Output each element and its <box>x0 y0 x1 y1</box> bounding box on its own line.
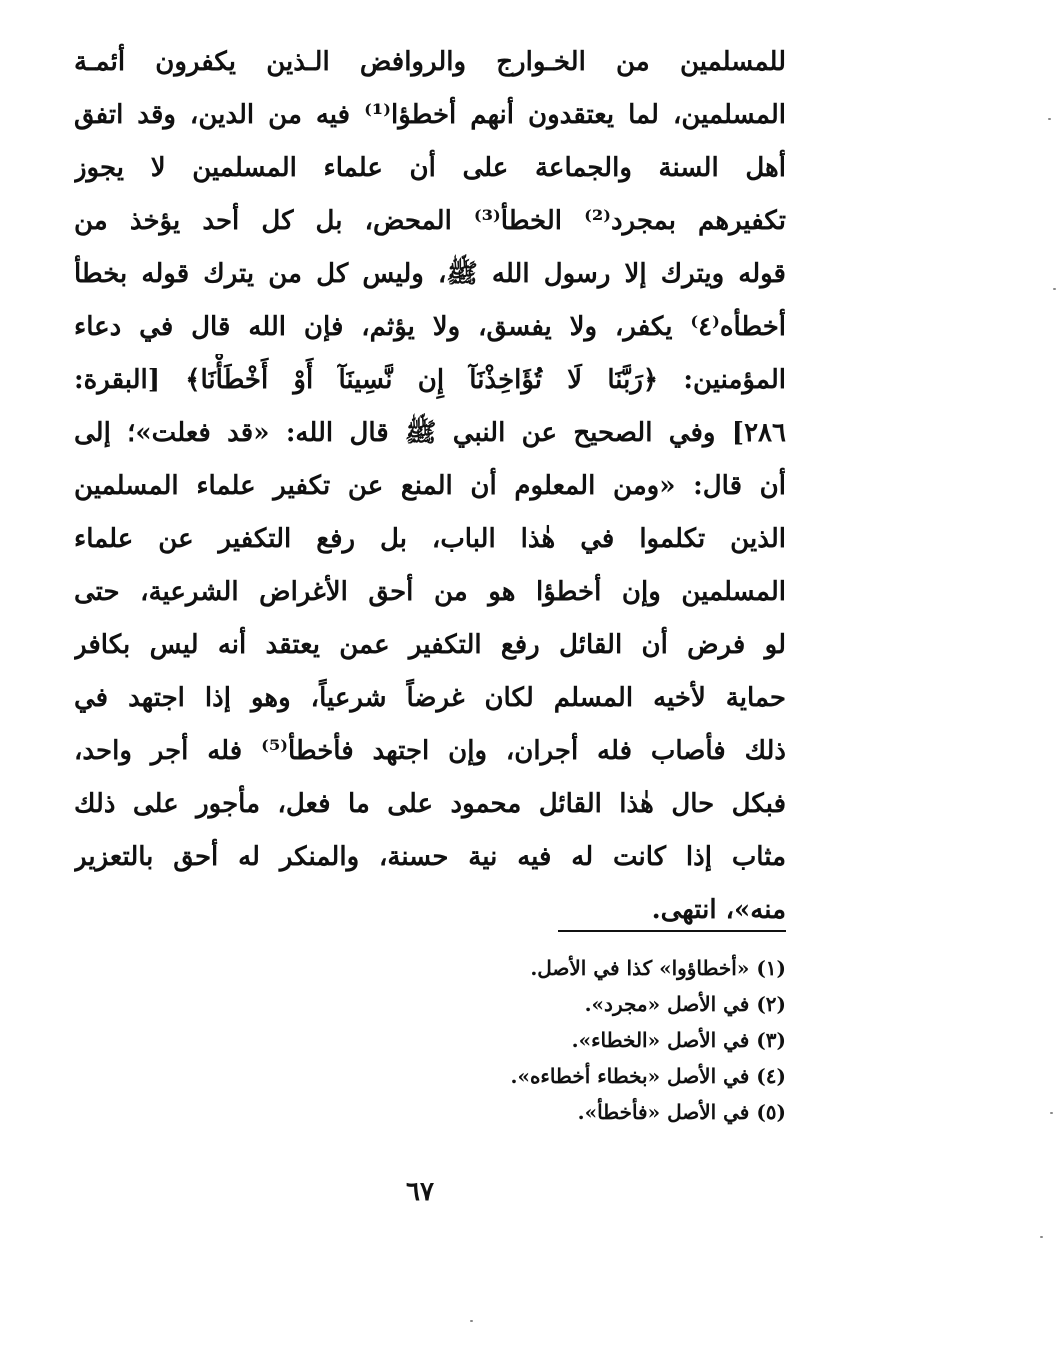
text-line-1: للمسلمين من الخـوارج والروافض الـذين يكفرون أئمـة <box>74 47 786 77</box>
footnote-1: (١) «أخطاؤوا» كذا في الأصل. <box>530 956 786 980</box>
scan-speck <box>1053 288 1056 290</box>
text-line-6: أخطأه⁽٤⁾ يكفر، ولا يفسق، ولا يؤثم، فإن الله قال في دعاء <box>74 312 786 342</box>
scan-speck <box>1040 1236 1043 1238</box>
text-line-14: ذلك فأصاب فله أجران، وإن اجتهد فأخطأ⁽⁵⁾ فله أجر واحد، <box>74 736 786 766</box>
text-line-11: المسلمين وإن أخطؤا هو من أحق الأغراض الشرعية، حتى <box>74 577 786 607</box>
scan-speck <box>1050 1112 1053 1114</box>
text-line-4: تكفيرهم بمجرد⁽²⁾ الخطأ⁽³⁾ المحض، بل كل أحد يؤخذ من <box>74 206 786 236</box>
footnote-3: (٣) في الأصل «الخطاء». <box>571 1028 786 1052</box>
text-line-17: منه»، انتهى. <box>651 895 786 925</box>
text-line-3: أهل السنة والجماعة على أن علماء المسلمين لا يجوز <box>74 153 786 183</box>
text-line-8: ٢٨٦] وفي الصحيح عن النبي ﷺ قال الله: «قد فعلت»؛ إلى <box>74 418 786 448</box>
text-line-16: مثاب إذا كانت له فيه نية حسنة، والمنكر له أحق بالتعزير <box>74 842 786 872</box>
footnote-2: (٢) في الأصل «مجرد». <box>584 992 786 1016</box>
text-line-12: لو فرض أن القائل رفع التكفير عمن يعتقد أنه ليس بكافر <box>74 630 786 660</box>
text-line-10: الذين تكلموا في هٰذا الباب، بل رفع التكفير عن علماء <box>74 524 786 554</box>
scan-speck <box>1048 118 1051 120</box>
page-number: ٦٧ <box>406 1177 434 1207</box>
text-line-15: فبكل حال هٰذا القائل محمود على ما فعل، مأجور على ذلك <box>74 789 786 819</box>
main-text-block <box>74 36 786 937</box>
text-line-13: حماية لأخيه المسلم لكان غرضاً شرعياً، وهو إذا اجتهد في <box>74 683 786 713</box>
footnote-separator <box>558 930 786 932</box>
text-line-2: المسلمين، لما يعتقدون أنهم أخطؤا⁽¹⁾ فيه من الدين، وقد اتفق <box>74 100 786 130</box>
footnote-4: (٤) في الأصل «بخطاء أخطاءه». <box>510 1064 786 1088</box>
text-line-9: أن قال: «ومن المعلوم أن المنع عن تكفير علماء المسلمين <box>74 471 786 501</box>
footnotes <box>300 950 786 1130</box>
text-line-5: قوله ويترك إلا رسول الله ﷺ، وليس كل من يترك قوله بخطأ <box>74 259 786 289</box>
scan-speck <box>470 1320 473 1322</box>
footnote-5: (٥) في الأصل «فأخطأ». <box>577 1100 786 1124</box>
text-line-7: المؤمنين: ﴿رَبَّنَا لَا تُؤَاخِذْنَآ إِن نَّسِينَآ أَوْ أَخْطَأْنَا﴾ [البقرة: <box>74 365 786 395</box>
